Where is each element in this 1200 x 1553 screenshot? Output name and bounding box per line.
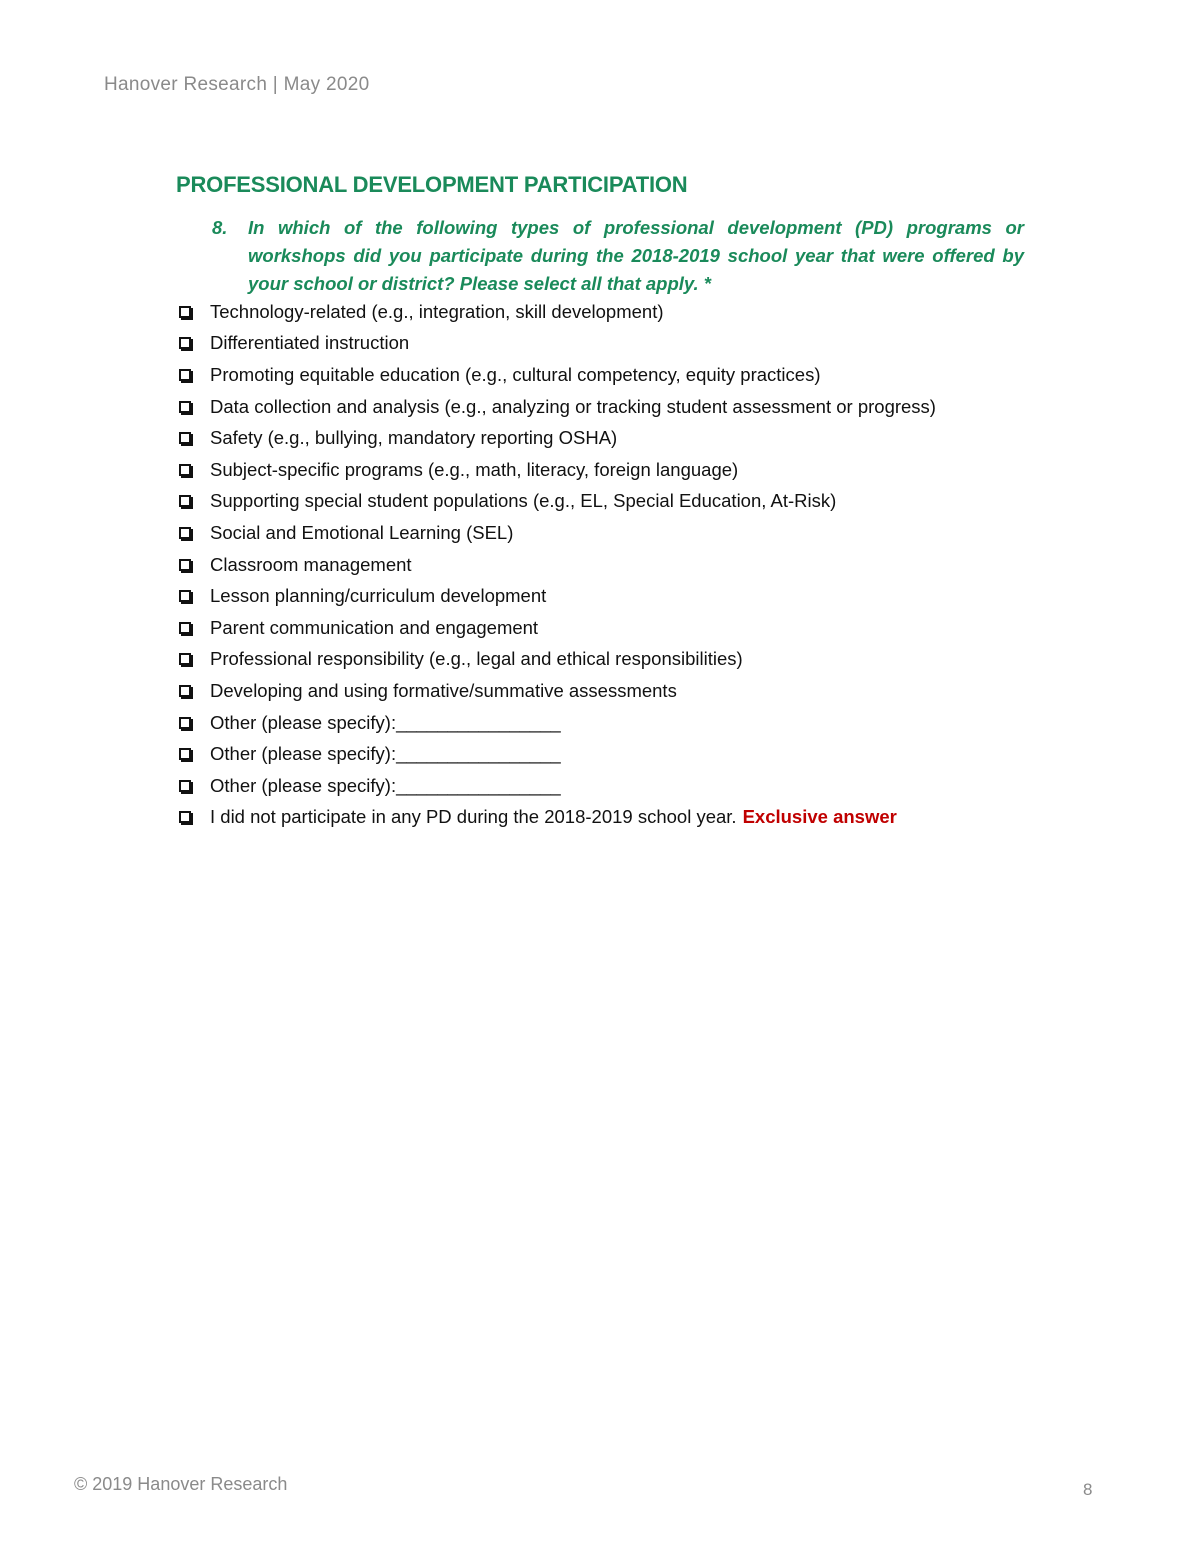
checkbox-icon[interactable] (179, 464, 191, 476)
option-label: Supporting special student populations (e.g., EL, Special Education, At-Risk) (210, 490, 837, 512)
checkbox-icon[interactable] (179, 432, 191, 444)
option-label: Lesson planning/curriculum development (210, 585, 547, 607)
question-text: In which of the following types of professional development (PD) programs or workshops did you participate during the 2018-2019 school year that were offered by your school or district? Please select all that apply. * (248, 217, 1024, 294)
option-label: Subject-specific programs (e.g., math, literacy, foreign language) (210, 458, 739, 480)
option-did-not-participate[interactable] (176, 802, 1076, 834)
checkbox-icon[interactable] (179, 337, 191, 349)
option-label: Technology-related (e.g., integration, skill development) (210, 300, 664, 322)
checkbox-icon[interactable] (179, 306, 191, 318)
checkbox-icon[interactable] (179, 590, 191, 602)
checkbox-icon[interactable] (179, 622, 191, 634)
option-label: Professional responsibility (e.g., legal and ethical responsibilities) (210, 648, 743, 670)
option-label: Parent communication and engagement (210, 616, 539, 638)
option-label: Classroom management (210, 553, 412, 575)
option-equitable-education[interactable] (176, 359, 1076, 391)
option-classroom-management[interactable] (176, 549, 1076, 581)
option-technology[interactable] (176, 296, 1076, 328)
checkbox-icon[interactable] (179, 685, 191, 697)
option-label: Other (please specify):________________ (210, 774, 561, 796)
option-differentiated-instruction[interactable] (176, 328, 1076, 360)
question-number: 8. (212, 217, 228, 238)
section-title: PROFESSIONAL DEVELOPMENT PARTICIPATION (176, 172, 688, 197)
option-other-2[interactable] (176, 738, 1076, 770)
option-label: Data collection and analysis (e.g., analyzing or tracking student assessment or progress) (210, 395, 936, 417)
exclusive-answer-note: Exclusive answer (742, 806, 897, 828)
checkbox-icon[interactable] (179, 653, 191, 665)
page-number: 8 (1083, 1480, 1093, 1499)
option-other-1[interactable] (176, 707, 1076, 739)
question-block (212, 214, 1024, 298)
option-label: Social and Emotional Learning (SEL) (210, 521, 514, 543)
option-professional-responsibility[interactable] (176, 644, 1076, 676)
footer-copyright: © 2019 Hanover Research (74, 1474, 288, 1494)
option-other-3[interactable] (176, 770, 1076, 802)
option-label: Safety (e.g., bullying, mandatory reporting OSHA) (210, 427, 618, 449)
option-label: I did not participate in any PD during the 2018-2019 school year. (210, 806, 737, 828)
option-assessments[interactable] (176, 675, 1076, 707)
option-special-populations[interactable] (176, 486, 1076, 518)
option-label: Developing and using formative/summative assessments (210, 679, 677, 701)
option-parent-communication[interactable] (176, 612, 1076, 644)
option-subject-specific[interactable] (176, 454, 1076, 486)
option-label: Differentiated instruction (210, 332, 410, 354)
checkbox-icon[interactable] (179, 559, 191, 571)
checkbox-icon[interactable] (179, 369, 191, 381)
checkbox-icon[interactable] (179, 780, 191, 792)
answer-options-list (176, 296, 1076, 833)
option-sel[interactable] (176, 517, 1076, 549)
option-label: Other (please specify):________________ (210, 743, 561, 765)
checkbox-icon[interactable] (179, 495, 191, 507)
option-data-collection[interactable] (176, 391, 1076, 423)
checkbox-icon[interactable] (179, 717, 191, 729)
page-header: Hanover Research | May 2020 (104, 74, 370, 95)
checkbox-icon[interactable] (179, 811, 191, 823)
option-label: Promoting equitable education (e.g., cultural competency, equity practices) (210, 363, 821, 385)
checkbox-icon[interactable] (179, 748, 191, 760)
option-safety[interactable] (176, 422, 1076, 454)
option-label: Other (please specify):________________ (210, 711, 561, 733)
option-lesson-planning[interactable] (176, 580, 1076, 612)
checkbox-icon[interactable] (179, 527, 191, 539)
checkbox-icon[interactable] (179, 401, 191, 413)
